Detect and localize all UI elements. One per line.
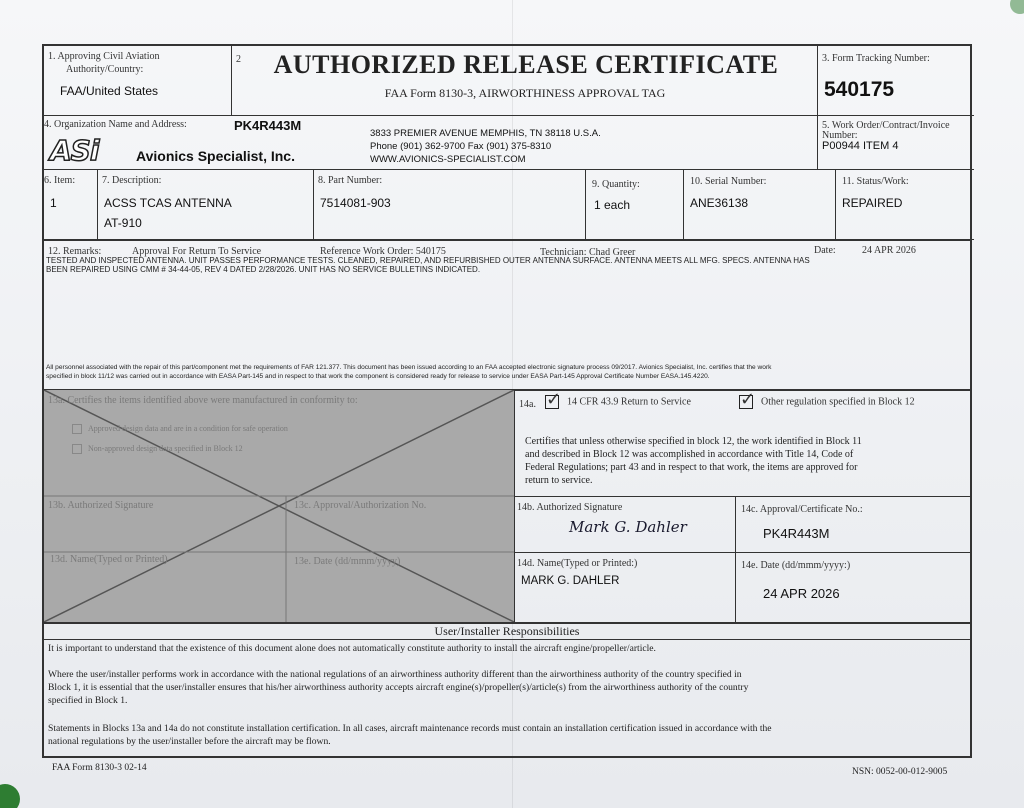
checkbox-other[interactable] [739,389,756,410]
block-3-label: 3. Form Tracking Number: [822,53,930,64]
remarks-approval: Approval For Return To Service [132,246,262,257]
description-line-2: AT-910 [104,216,142,230]
green-pushpin [1010,0,1024,14]
nsn-number: NSN: 0052-00-012-9005 [852,767,948,777]
block-7 [98,170,314,240]
remarks-reference: Reference Work Order: 540175 [320,246,446,257]
row-divider [515,552,971,553]
block-4 [44,116,818,170]
check-mark-icon: ✓ [740,389,756,410]
remarks-text-line-1: TESTED AND INSPECTED ANTENNA. UNIT PASSES PERFORMANCE TESTS. CLEANED, REPAIRED, AND REFURBISHED OUTER ANTENNA SURFACE. ANTENNA MEETS ALL MFG. SPECS. ANTENNA HAS [46,256,810,265]
block-13-voided [44,390,514,622]
check-mark-icon: ✓ [546,389,562,410]
certificate-title: AUTHORIZED RELEASE CERTIFICATE [273,50,779,79]
part-number-label: 8. Part Number: [318,175,383,186]
responsibilities-heading: User/Installer Responsibilities [434,624,580,638]
approving-authority: FAA/United States [60,84,159,98]
block-1-label: 1. Approving Civil Aviation [48,51,160,62]
remarks-date-label: Date: [814,245,836,256]
block-13a-option-1 [72,424,288,434]
responsibilities-paragraph-2-line-1: Where the user/installer performs work in accordance with the national regulations of an airworthiness authority different than the airworthiness authority of the country specified in [48,669,742,680]
responsibilities-paragraph-2-line-2: Block 1, it is essential that the user/installer ensures that his/her airworthiness authority accepts aircraft engine(s)/propeller(s)/article(s) from the airworthiness authority of the country [48,682,749,693]
asi-logo: ASi [50,134,99,167]
item-label: 6. Item: [44,175,76,186]
checkbox-14cfr[interactable] [545,389,562,410]
part-number: 7514081-903 [320,196,391,210]
block-11 [836,170,974,240]
check-other [739,389,915,410]
quantity-label: 9. Quantity: [592,179,640,190]
block-13c-label: 13c. Approval/Authorization No. [294,500,427,511]
block-10 [684,170,836,240]
block-9 [586,170,684,240]
certificate-form [42,44,972,758]
certification-line-4: return to service. [525,475,593,486]
block-3 [818,46,974,116]
remarks-label: 12. Remarks: [48,246,102,257]
signer-name: MARK G. DAHLER [521,575,620,587]
compliance-statement-line-2: specified in block 11/12 was carried out in accordance with EASA Part-145 and in respect to that work the component is considered ready for release to service under EASA Part-145 Approval Certificate Number EASA.145.4220. [46,373,710,380]
serial-number-label: 10. Serial Number: [690,176,767,187]
block-14a-label: 14a. [519,399,536,410]
block-4-label: 4. Organization Name and Address: [44,119,187,130]
block-13e-label: 13e. Date (dd/mmm/yyyy) [294,556,401,567]
block-5-label: 5. Work Order/Contract/Invoice [822,120,950,131]
responsibilities-paragraph-1: It is important to understand that the existence of this document alone does not automatically constitute authority to install the aircraft engine/propeller/article. [48,643,656,654]
work-order-number: P00944 ITEM 4 [822,140,899,152]
certification-line-3: Federal Regulations; part 43 and in respect to that work, the items are approved for [525,462,858,473]
org-code: PK4R443M [234,118,302,133]
item-value: 1 [50,196,57,210]
block-13b-label: 13b. Authorized Signature [48,500,154,511]
serial-number: ANE36138 [690,196,749,210]
block-5 [818,116,974,170]
org-website: WWW.AVIONICS-SPECIALIST.COM [370,154,526,165]
block-5-label-2: Number: [822,130,858,141]
form-identifier: FAA Form 8130-3 02-14 [52,763,147,773]
description-line-1: ACSS TCAS ANTENNA [104,196,232,210]
org-address: 3833 PREMIER AVENUE MEMPHIS, TN 38118 U.S.A. [370,128,601,139]
org-name: Avionics Specialist, Inc. [136,148,295,164]
release-date: 24 APR 2026 [763,586,840,601]
status-label: 11. Status/Work: [842,176,909,187]
row-divider [515,496,971,497]
org-phone: Phone (901) 362-9700 Fax (901) 375-8310 [370,141,552,152]
block-14b-label: 14b. Authorized Signature [517,502,623,513]
description-label: 7. Description: [102,175,162,186]
compliance-statement-line-1: All personnel associated with the repair of this part/component met the requirements of FAR 121.377. This document has been issued according to an FAA accepted electronic signature process 09/2017. Avionics Specialist, Inc. certifies that the work [46,364,772,371]
checkbox-13a-1 [72,424,82,434]
responsibilities-section [44,623,970,758]
certificate-number: PK4R443M [763,526,830,541]
block-13d-label: 13d. Name(Typed or Printed) [50,554,168,565]
certification-line-1: Certifies that unless otherwise specified in block 12, the work identified in Block 11 [525,436,862,447]
green-pushpin [0,784,20,808]
block-2-number: 2 [236,54,241,65]
block-14d-label: 14d. Name(Typed or Printed:) [517,558,638,569]
block-1 [44,46,232,116]
block-2 [232,46,818,116]
block-14c-label: 14c. Approval/Certificate No.: [741,504,863,515]
block-13a-label: 13a. Certifies the items identified above were manufactured in conformity to: [48,395,358,406]
check-14cfr [545,389,691,410]
certification-line-2: and described in Block 12 was accomplished in accordance with Title 14, Code of [525,449,854,460]
check-other-label: Other regulation specified in Block 12 [761,396,915,408]
responsibilities-paragraph-2-line-3: specified in Block 1. [48,695,128,706]
authorized-signature: Mark G. Dahler [569,518,687,536]
block-1-label-2: Authority/Country: [66,64,144,75]
status-value: REPAIRED [842,196,903,210]
block-8 [314,170,586,240]
column-divider [735,496,736,622]
block-6 [44,170,98,240]
checkbox-13a-2 [72,444,82,454]
responsibilities-paragraph-3-line-1: Statements in Blocks 13a and 14a do not constitute installation certification. In all cases, aircraft maintenance records must contain an installation certification issued in accordance with the [48,723,772,734]
block-14e-label: 14e. Date (dd/mmm/yyyy:) [741,560,851,571]
remarks-technician: Technician: Chad Greer [540,247,636,258]
block-13a-option-1-text: Approved design data and are in a condition for safe operation [88,424,288,433]
row-divider [44,639,970,640]
form-tracking-number: 540175 [824,78,895,101]
block-13a-option-2-text: Non-approved design data specified in Block 12 [88,444,243,453]
form-subtitle: FAA Form 8130-3, AIRWORTHINESS APPROVAL TAG [384,86,666,100]
remarks-text-line-2: BEEN REPAIRED USING CMM # 34-44-05, REV 4 DATED 2/28/2026. UNIT HAS NO SERVICE BULLETINS INDICATED. [46,265,481,274]
block-12 [44,240,970,390]
block-14 [514,390,970,622]
block-13a-option-2 [72,444,243,454]
quantity: 1 each [594,198,631,212]
responsibilities-paragraph-3-line-2: national regulations by the user/installer before the aircraft may be flown. [48,736,331,747]
remarks-date: 24 APR 2026 [862,245,916,256]
check-14cfr-label: 14 CFR 43.9 Return to Service [567,396,691,408]
